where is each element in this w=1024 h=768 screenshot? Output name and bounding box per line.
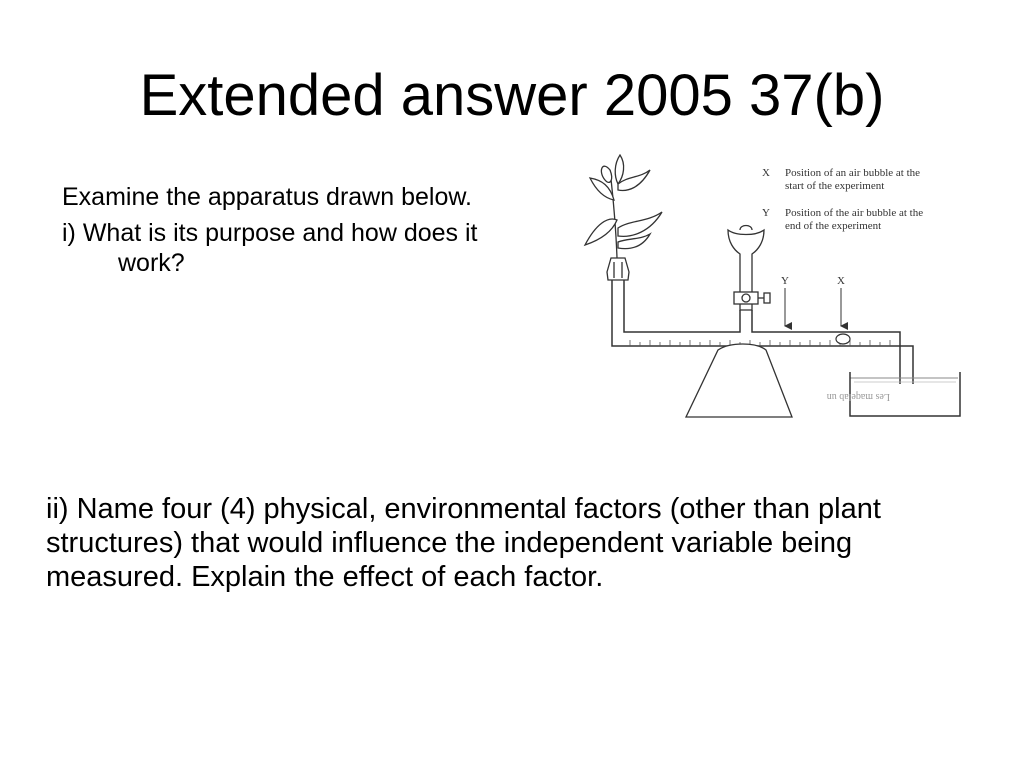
diagram-legend [762, 167, 923, 232]
intro-text: Examine the apparatus drawn below. [62, 183, 472, 211]
air-bubble [836, 334, 850, 344]
plant-shoot [585, 155, 662, 258]
legend-key-x: X [762, 167, 770, 179]
legend-x-line1: Position of an air bubble at the [785, 167, 921, 179]
potometer-diagram [570, 150, 970, 425]
legend-y-line1: Position of the air bubble at the [785, 207, 924, 219]
beaker-label: Les maqelab un [826, 391, 890, 402]
slide-title: Extended answer 2005 37(b) [139, 63, 885, 128]
marker-x-label: X [837, 275, 845, 287]
support-stand [686, 344, 792, 417]
bubble-markers [781, 275, 850, 344]
beaker [827, 372, 960, 416]
legend-y-line2: end of the experiment [785, 220, 882, 232]
tap [734, 292, 770, 304]
rubber-bung [607, 258, 629, 280]
question-block [62, 182, 532, 284]
question-ii: ii) Name four (4) physical, environmental factors (other than plant structures) that would influence the independent variable being measured. Explain the effect of each factor. [46, 493, 881, 593]
legend-x-line2: start of the experiment [785, 180, 885, 192]
scale-ticks [630, 340, 890, 346]
legend-key-y: Y [762, 207, 770, 219]
marker-y-label: Y [781, 275, 789, 287]
question-i: i) What is its purpose and how does it work? [62, 219, 478, 277]
